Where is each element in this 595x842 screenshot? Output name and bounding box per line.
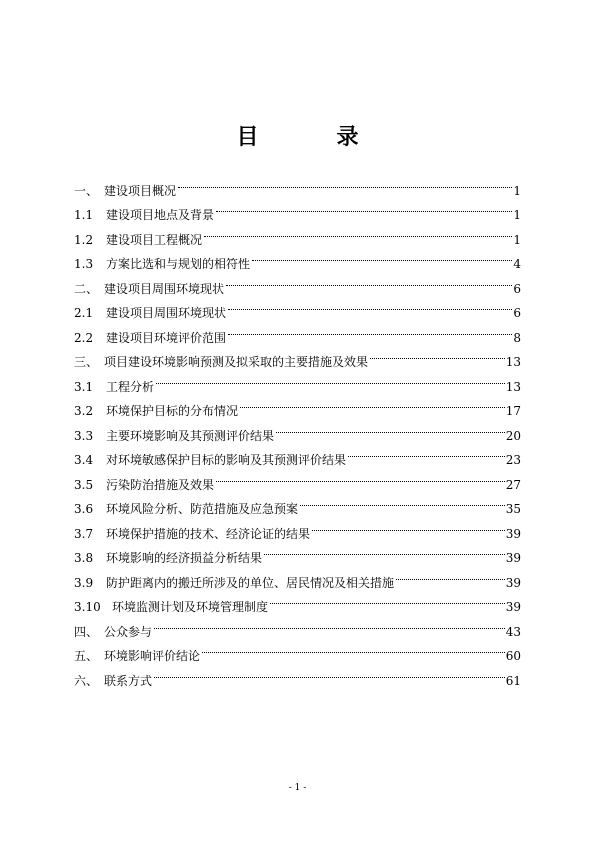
toc-entry-page: 39 (505, 575, 521, 590)
toc-entry-label: 方案比选和与规划的相符性 (106, 257, 251, 271)
toc-dot-leader (300, 489, 505, 514)
toc-entry-label: 环境影响评价结论 (104, 649, 201, 663)
toc-entry-number: 二、 (74, 281, 99, 296)
toc-entry-number: 三、 (74, 355, 99, 369)
toc-entry-label: 环境影响的经济损益分析结果 (106, 551, 263, 565)
toc-entry-number: 2.2 (74, 330, 94, 345)
table-of-contents (74, 170, 521, 688)
toc-entry-label: 环境监测计划及环境管理制度 (112, 600, 269, 614)
toc-dot-leader (226, 268, 512, 293)
toc-dot-leader (348, 440, 505, 465)
toc-entry-page: 20 (505, 428, 521, 443)
toc-entry-number: 3.4 (74, 453, 94, 467)
toc-entry-number: 3.5 (74, 477, 94, 492)
toc-entry-number: 3.1 (74, 379, 94, 394)
toc-entry-number: 3.3 (74, 428, 94, 443)
toc-entry-page: 61 (505, 673, 521, 688)
toc-entry-number: 1.3 (74, 257, 94, 271)
toc-entry-number: 1.2 (74, 232, 94, 247)
toc-dot-leader (396, 562, 505, 587)
toc-dot-leader (312, 513, 505, 538)
toc-entry-page: 39 (505, 551, 521, 565)
toc-entry-page: 23 (505, 453, 521, 467)
toc-dot-leader (240, 391, 505, 416)
toc-dot-leader (156, 366, 505, 391)
toc-entry-label: 环境风险分析、防范措施及应急预案 (106, 502, 299, 516)
toc-entry-label: 对环境敏感保护目标的影响及其预测评价结果 (106, 453, 347, 467)
toc-entry-label: 环境保护目标的分布情况 (106, 404, 239, 418)
page-title: 目 录 (236, 124, 387, 150)
toc-entry-page: 43 (505, 624, 521, 639)
toc-dot-leader (178, 170, 512, 195)
toc-dot-leader (216, 195, 512, 220)
toc-entry-label: 建设项目周围环境现状 (104, 281, 225, 296)
toc-entry-number: 一、 (74, 183, 99, 198)
toc-entry-number: 3.6 (74, 502, 94, 516)
toc-entry-page: 6 (513, 281, 521, 296)
toc-entry[interactable] (74, 170, 521, 198)
toc-entry-label: 公众参与 (104, 624, 153, 639)
toc-entry-label: 建设项目地点及背景 (106, 208, 215, 222)
toc-entry-page: 1 (513, 183, 521, 198)
toc-entry-number: 3.2 (74, 404, 94, 418)
toc-dot-leader (154, 660, 505, 685)
toc-entry-number: 2.1 (74, 306, 94, 320)
toc-entry-page: 13 (505, 355, 521, 369)
toc-entry-label: 建设项目周围环境现状 (106, 306, 227, 320)
toc-entry-label: 污染防治措施及效果 (106, 477, 215, 492)
toc-entry-label: 工程分析 (106, 379, 155, 394)
toc-dot-leader (228, 317, 512, 342)
toc-dot-leader (270, 587, 505, 612)
toc-entry-page: 35 (505, 502, 521, 516)
toc-entry-page: 13 (505, 379, 521, 394)
toc-entry-label: 建设项目环境评价范围 (106, 330, 227, 345)
toc-entry-page: 60 (505, 649, 521, 663)
toc-entry-number: 3.9 (74, 575, 94, 590)
toc-entry-page: 1 (513, 208, 521, 222)
toc-dot-leader (228, 293, 512, 318)
toc-entry-number: 3.7 (74, 526, 94, 541)
page-number: - 1 - (288, 783, 307, 793)
toc-entry-label: 环境保护措施的技术、经济论证的结果 (106, 526, 311, 541)
toc-dot-leader (154, 611, 505, 636)
toc-entry-label: 主要环境影响及其预测评价结果 (106, 428, 275, 443)
toc-dot-leader (216, 464, 505, 489)
toc-entry-number: 3.10 (74, 600, 101, 614)
toc-entry-page: 27 (505, 477, 521, 492)
toc-entry-number: 3.8 (74, 551, 94, 565)
toc-entry-page: 1 (513, 232, 521, 247)
toc-entry-label: 建设项目概况 (104, 183, 177, 198)
toc-entry-page: 39 (505, 526, 521, 541)
toc-entry-number: 六、 (74, 673, 99, 688)
toc-entry-page: 8 (513, 330, 521, 345)
toc-dot-leader (370, 342, 505, 367)
toc-entry-label: 建设项目工程概况 (106, 232, 203, 247)
toc-dot-leader (276, 415, 505, 440)
toc-dot-leader (202, 636, 505, 661)
toc-entry-page: 17 (505, 404, 521, 418)
toc-entry-label: 联系方式 (104, 673, 153, 688)
toc-dot-leader (264, 538, 505, 563)
toc-entry-number: 1.1 (74, 208, 94, 222)
toc-entry-number: 五、 (74, 649, 99, 663)
toc-dot-leader (204, 219, 512, 244)
toc-entry-page: 39 (505, 600, 521, 614)
toc-entry-page: 4 (513, 257, 521, 271)
toc-entry-label: 项目建设环境影响预测及拟采取的主要措施及效果 (104, 355, 369, 369)
toc-entry-label: 防护距离内的搬迁所涉及的单位、居民情况及相关措施 (106, 575, 395, 590)
toc-dot-leader (252, 244, 512, 269)
toc-entry-number: 四、 (74, 624, 99, 639)
toc-entry-page: 6 (513, 306, 521, 320)
